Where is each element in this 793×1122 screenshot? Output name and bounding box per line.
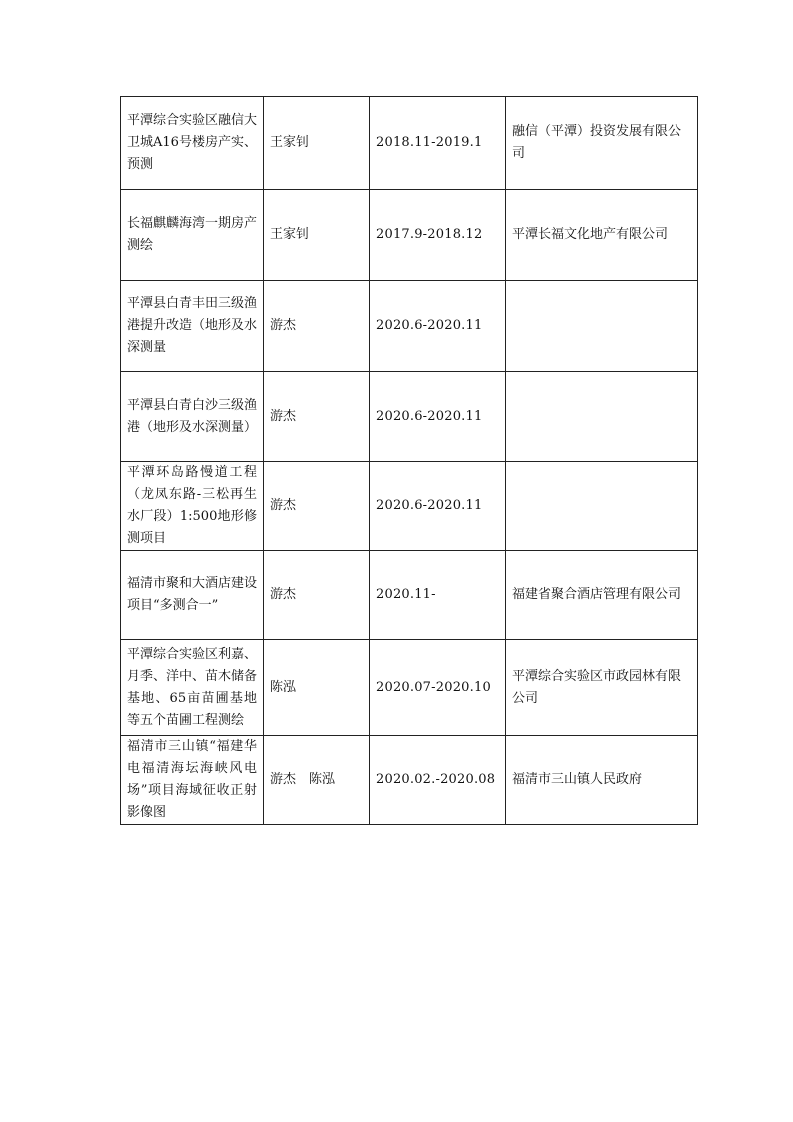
- period-cell: 2017.9-2018.12: [370, 190, 506, 281]
- client-cell: 平潭长福文化地产有限公司: [506, 190, 698, 281]
- period-cell: 2018.11-2019.1: [370, 97, 506, 190]
- person-cell: 游杰: [264, 372, 370, 462]
- client-cell: 融信（平潭）投资发展有限公司: [506, 97, 698, 190]
- period-cell: 2020.6-2020.11: [370, 281, 506, 372]
- client-cell: 福清市三山镇人民政府: [506, 736, 698, 825]
- project-name-cell: 平潭环岛路慢道工程（龙凤东路-三松再生水厂段）1:500地形修测项目: [121, 462, 264, 551]
- period-cell: 2020.07-2020.10: [370, 640, 506, 736]
- person-cell: 游杰: [264, 551, 370, 640]
- table-row: [121, 97, 698, 190]
- table-row: [121, 551, 698, 640]
- project-name-cell: 福清市三山镇“福建华电福清海坛海峡风电场”项目海域征收正射影像图: [121, 736, 264, 825]
- project-name-cell: 长福麒麟海湾一期房产测绘: [121, 190, 264, 281]
- client-cell: [506, 372, 698, 462]
- table-row: [121, 736, 698, 825]
- period-cell: 2020.02.-2020.08: [370, 736, 506, 825]
- project-name-text: 平潭综合实验区利嘉、月季、洋中、苗木储备基地、65亩苗圃基地等五个苗圃工程测绘: [127, 646, 257, 728]
- project-name-cell: 平潭县白青白沙三级渔港（地形及水深测量）: [121, 372, 264, 462]
- project-name-cell: 福清市聚和大酒店建设项目“多测合一”: [121, 551, 264, 640]
- table-row: [121, 281, 698, 372]
- client-cell: 平潭综合实验区市政园林有限公司: [506, 640, 698, 736]
- period-cell: 2020.6-2020.11: [370, 462, 506, 551]
- project-name-cell: 平潭县白青丰田三级渔港提升改造（地形及水深测量: [121, 281, 264, 372]
- client-cell: 福建省聚合酒店管理有限公司: [506, 551, 698, 640]
- person-cell: 王家钊: [264, 97, 370, 190]
- project-name-cell: 平潭综合实验区融信大卫城A16号楼房产实、预测: [121, 97, 264, 190]
- person-cell: 游杰 陈泓: [264, 736, 370, 825]
- table-row: [121, 462, 698, 551]
- client-cell: [506, 462, 698, 551]
- person-cell: 游杰: [264, 281, 370, 372]
- person-cell: 陈泓: [264, 640, 370, 736]
- table-row: [121, 372, 698, 462]
- period-cell: 2020.11-: [370, 551, 506, 640]
- table-row: [121, 190, 698, 281]
- client-cell: [506, 281, 698, 372]
- project-record-table: [120, 96, 698, 825]
- person-cell: 王家钊: [264, 190, 370, 281]
- table-row: [121, 640, 698, 736]
- project-name-cell: [121, 640, 264, 736]
- period-cell: 2020.6-2020.11: [370, 372, 506, 462]
- person-cell: 游杰: [264, 462, 370, 551]
